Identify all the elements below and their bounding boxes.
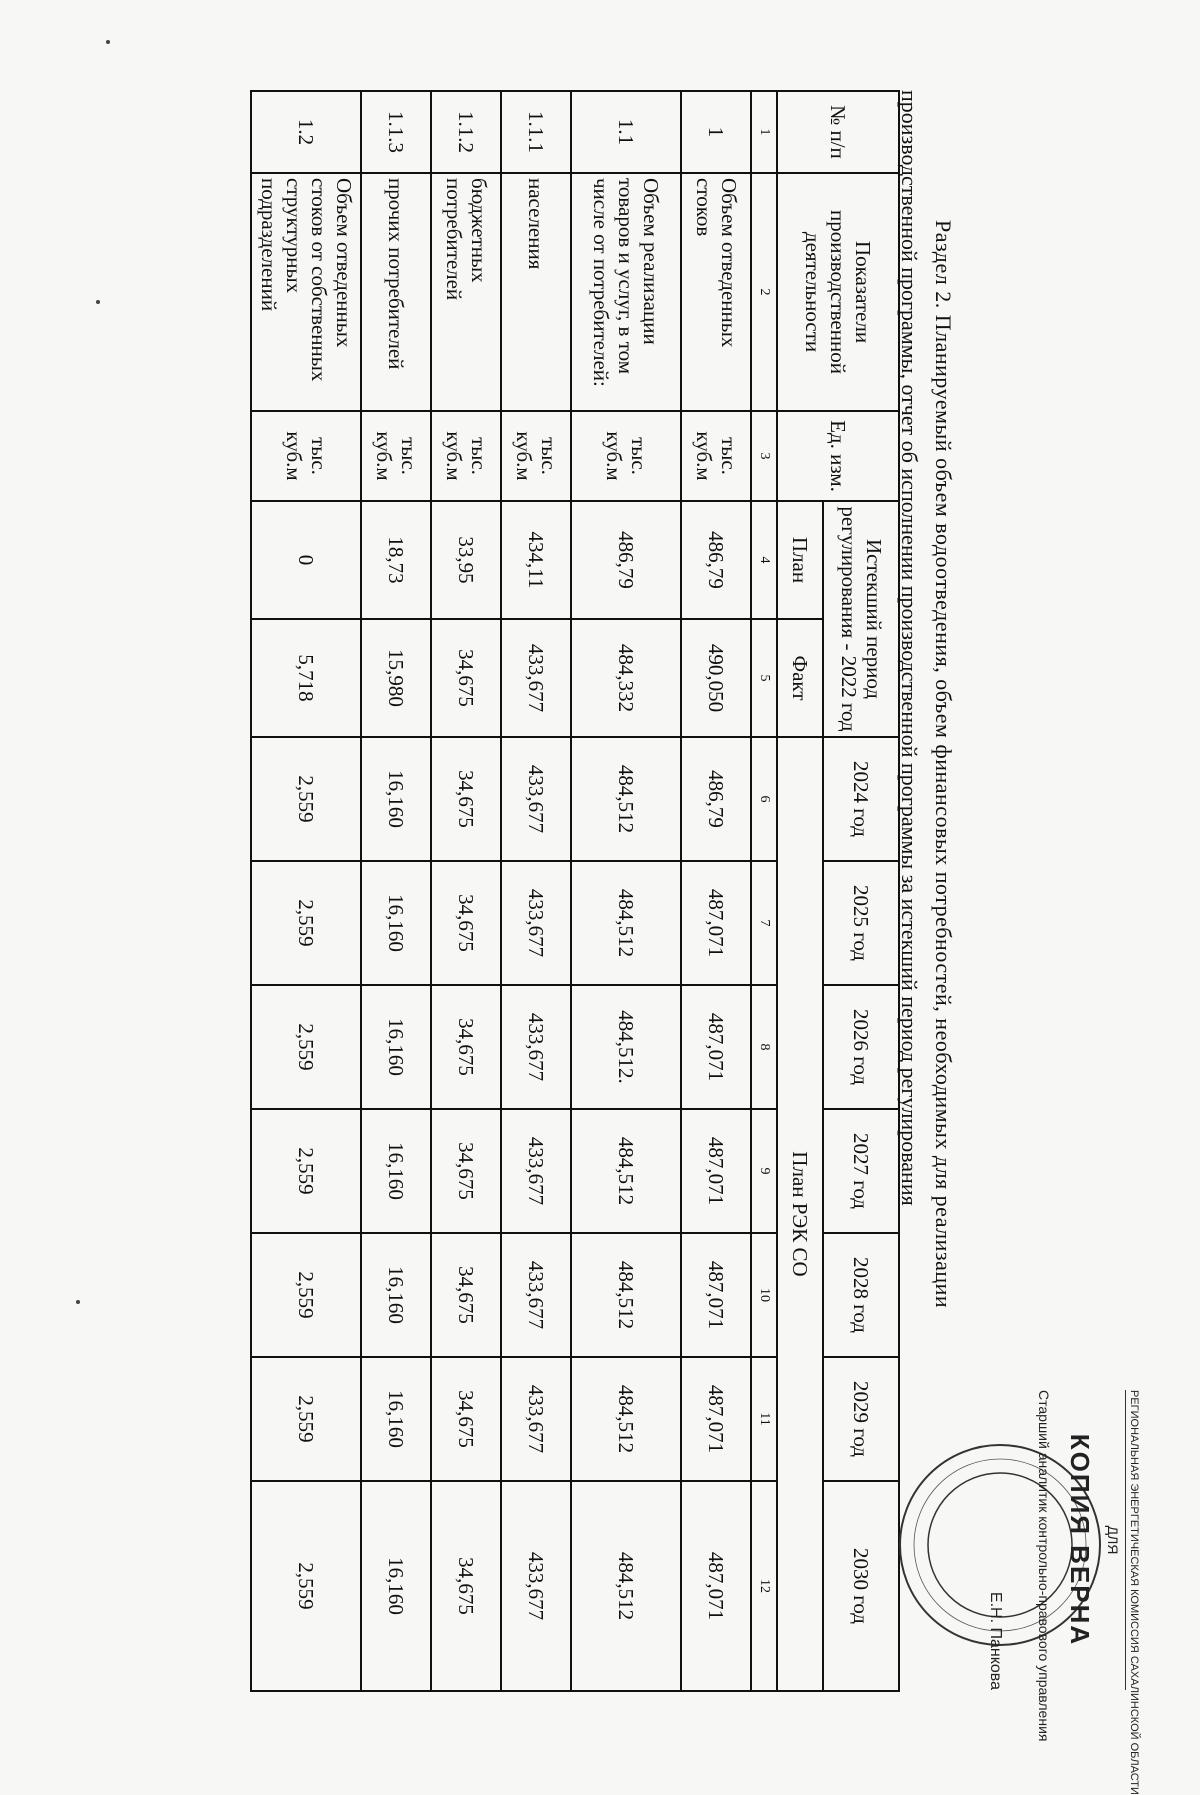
row-indicator: населения bbox=[501, 173, 571, 411]
header-num: № п/п bbox=[777, 91, 899, 173]
header-year-2030: 2030 год bbox=[823, 1481, 899, 1691]
row-num: 1.2 bbox=[251, 91, 361, 173]
cell-2028: 2,559 bbox=[251, 1233, 361, 1357]
table-row bbox=[361, 91, 431, 1691]
table-row bbox=[251, 91, 361, 1691]
cell-2024: 484,512 bbox=[571, 737, 681, 861]
col-number: 8 bbox=[751, 985, 777, 1109]
table-row bbox=[681, 91, 751, 1691]
cell-2024: 486,79 bbox=[681, 737, 751, 861]
header-year-2027: 2027 год bbox=[823, 1109, 899, 1233]
stamp-for-label: ДЛЯ bbox=[1105, 1525, 1121, 1555]
cell-2030: 487,071 bbox=[681, 1481, 751, 1691]
header-year-2024: 2024 год bbox=[823, 737, 899, 861]
cell-2027: 484,512 bbox=[571, 1109, 681, 1233]
cell-2027: 433,677 bbox=[501, 1109, 571, 1233]
cell-2025: 34,675 bbox=[431, 861, 501, 985]
row-unit: тыс. куб.м bbox=[571, 411, 681, 501]
header-year-2028: 2028 год bbox=[823, 1233, 899, 1357]
header-year-2029: 2029 год bbox=[823, 1357, 899, 1481]
stamp-signer-name: Е.Н. Панкова bbox=[987, 1591, 1004, 1690]
cell-2030: 34,675 bbox=[431, 1481, 501, 1691]
cell-2027: 16,160 bbox=[361, 1109, 431, 1233]
col-number: 11 bbox=[751, 1357, 777, 1481]
col-number: 3 bbox=[751, 411, 777, 501]
cell-2024: 16,160 bbox=[361, 737, 431, 861]
cell-2027: 34,675 bbox=[431, 1109, 501, 1233]
row-unit: тыс. куб.м bbox=[361, 411, 431, 501]
col-number: 6 bbox=[751, 737, 777, 861]
row-indicator: Объем реализации товаров и услуг, в том числе от потребителей: bbox=[571, 173, 681, 411]
cell-2030: 16,160 bbox=[361, 1481, 431, 1691]
row-indicator: бюджетных потребителей bbox=[431, 173, 501, 411]
cell-2030: 2,559 bbox=[251, 1481, 361, 1691]
scan-speck bbox=[106, 40, 110, 44]
header-sub-fact: Факт bbox=[777, 619, 823, 737]
col-number: 2 bbox=[751, 173, 777, 411]
header-unit: Ед. изм. bbox=[777, 411, 899, 501]
cell-2027: 487,071 bbox=[681, 1109, 751, 1233]
cell-2029: 34,675 bbox=[431, 1357, 501, 1481]
scan-speck bbox=[96, 300, 100, 304]
header-sub-plan: План bbox=[777, 501, 823, 619]
production-program-table bbox=[250, 90, 900, 1692]
section-title-line-1: Раздел 2. Планируемый объем водоотведения, объем финансовых потребностей, необходимых для реализации bbox=[931, 220, 956, 1309]
row-num: 1.1 bbox=[571, 91, 681, 173]
col-number: 9 bbox=[751, 1109, 777, 1233]
row-unit: тыс. куб.м bbox=[681, 411, 751, 501]
stamp-organization: РЕГИОНАЛЬНАЯ ЭНЕРГЕТИЧЕСКАЯ КОМИССИЯ САХАЛИНСКОЙ ОБЛАСТИ bbox=[1125, 1390, 1140, 1690]
col-number: 4 bbox=[751, 501, 777, 619]
cell-plan: 486,79 bbox=[681, 501, 751, 619]
row-indicator: Объем отведенных стоков bbox=[681, 173, 751, 411]
cell-2025: 484,512 bbox=[571, 861, 681, 985]
scan-speck bbox=[76, 1300, 80, 1304]
cell-2025: 2,559 bbox=[251, 861, 361, 985]
cell-plan: 18,73 bbox=[361, 501, 431, 619]
cell-2026: 2,559 bbox=[251, 985, 361, 1109]
cell-plan: 486,79 bbox=[571, 501, 681, 619]
cell-2027: 2,559 bbox=[251, 1109, 361, 1233]
header-plan-rek-so: План РЭК СО bbox=[777, 737, 823, 1691]
cell-2025: 433,677 bbox=[501, 861, 571, 985]
row-num: 1.1.1 bbox=[501, 91, 571, 173]
col-number: 1 bbox=[751, 91, 777, 173]
cell-2026: 484,512. bbox=[571, 985, 681, 1109]
cell-2028: 484,512 bbox=[571, 1233, 681, 1357]
cell-2025: 487,071 bbox=[681, 861, 751, 985]
cell-2025: 16,160 bbox=[361, 861, 431, 985]
cell-2028: 16,160 bbox=[361, 1233, 431, 1357]
certification-stamp bbox=[975, 1390, 1140, 1795]
cell-2030: 433,677 bbox=[501, 1481, 571, 1691]
cell-2026: 487,071 bbox=[681, 985, 751, 1109]
cell-2028: 433,677 bbox=[501, 1233, 571, 1357]
row-num: 1 bbox=[681, 91, 751, 173]
row-indicator: Объем отведенных стоков от собственных структурных подразделений bbox=[251, 173, 361, 411]
stamp-position: Старший аналитик контрольно-правового управления bbox=[1036, 1390, 1052, 1742]
row-unit: тыс. куб.м bbox=[431, 411, 501, 501]
cell-fact: 15,980 bbox=[361, 619, 431, 737]
header-indicator: Показатели производственной деятельности bbox=[777, 173, 899, 411]
cell-2026: 433,677 bbox=[501, 985, 571, 1109]
table-row bbox=[431, 91, 501, 1691]
table-row bbox=[501, 91, 571, 1691]
cell-2024: 34,675 bbox=[431, 737, 501, 861]
cell-plan: 0 bbox=[251, 501, 361, 619]
cell-2029: 16,160 bbox=[361, 1357, 431, 1481]
column-number-row bbox=[751, 91, 777, 1691]
cell-2028: 34,675 bbox=[431, 1233, 501, 1357]
col-number: 5 bbox=[751, 619, 777, 737]
cell-fact: 433,677 bbox=[501, 619, 571, 737]
header-past-period: Истекший период регулирования - 2022 год bbox=[823, 501, 899, 737]
row-indicator: прочих потребителей bbox=[361, 173, 431, 411]
col-number: 12 bbox=[751, 1481, 777, 1691]
stamp-copy-verified: КОПИЯ ВЕРНА bbox=[1065, 1433, 1095, 1647]
cell-2024: 2,559 bbox=[251, 737, 361, 861]
row-num: 1.1.2 bbox=[431, 91, 501, 173]
cell-2029: 484,512 bbox=[571, 1357, 681, 1481]
cell-2029: 487,071 bbox=[681, 1357, 751, 1481]
cell-2030: 484,512 bbox=[571, 1481, 681, 1691]
cell-plan: 33,95 bbox=[431, 501, 501, 619]
cell-fact: 34,675 bbox=[431, 619, 501, 737]
cell-2026: 16,160 bbox=[361, 985, 431, 1109]
section-title-line-2: производственной программы, отчет об исполнении производственной программы за истекший период регулирования bbox=[897, 90, 922, 1206]
cell-plan: 434,11 bbox=[501, 501, 571, 619]
header-year-2025: 2025 год bbox=[823, 861, 899, 985]
cell-2029: 433,677 bbox=[501, 1357, 571, 1481]
col-number: 7 bbox=[751, 861, 777, 985]
header-year-2026: 2026 год bbox=[823, 985, 899, 1109]
cell-2024: 433,677 bbox=[501, 737, 571, 861]
cell-fact: 490,050 bbox=[681, 619, 751, 737]
cell-fact: 5,718 bbox=[251, 619, 361, 737]
cell-2029: 2,559 bbox=[251, 1357, 361, 1481]
cell-2026: 34,675 bbox=[431, 985, 501, 1109]
table-row bbox=[571, 91, 681, 1691]
cell-fact: 484,332 bbox=[571, 619, 681, 737]
row-num: 1.1.3 bbox=[361, 91, 431, 173]
row-unit: тыс. куб.м bbox=[251, 411, 361, 501]
cell-2028: 487,071 bbox=[681, 1233, 751, 1357]
col-number: 10 bbox=[751, 1233, 777, 1357]
row-unit: тыс. куб.м bbox=[501, 411, 571, 501]
